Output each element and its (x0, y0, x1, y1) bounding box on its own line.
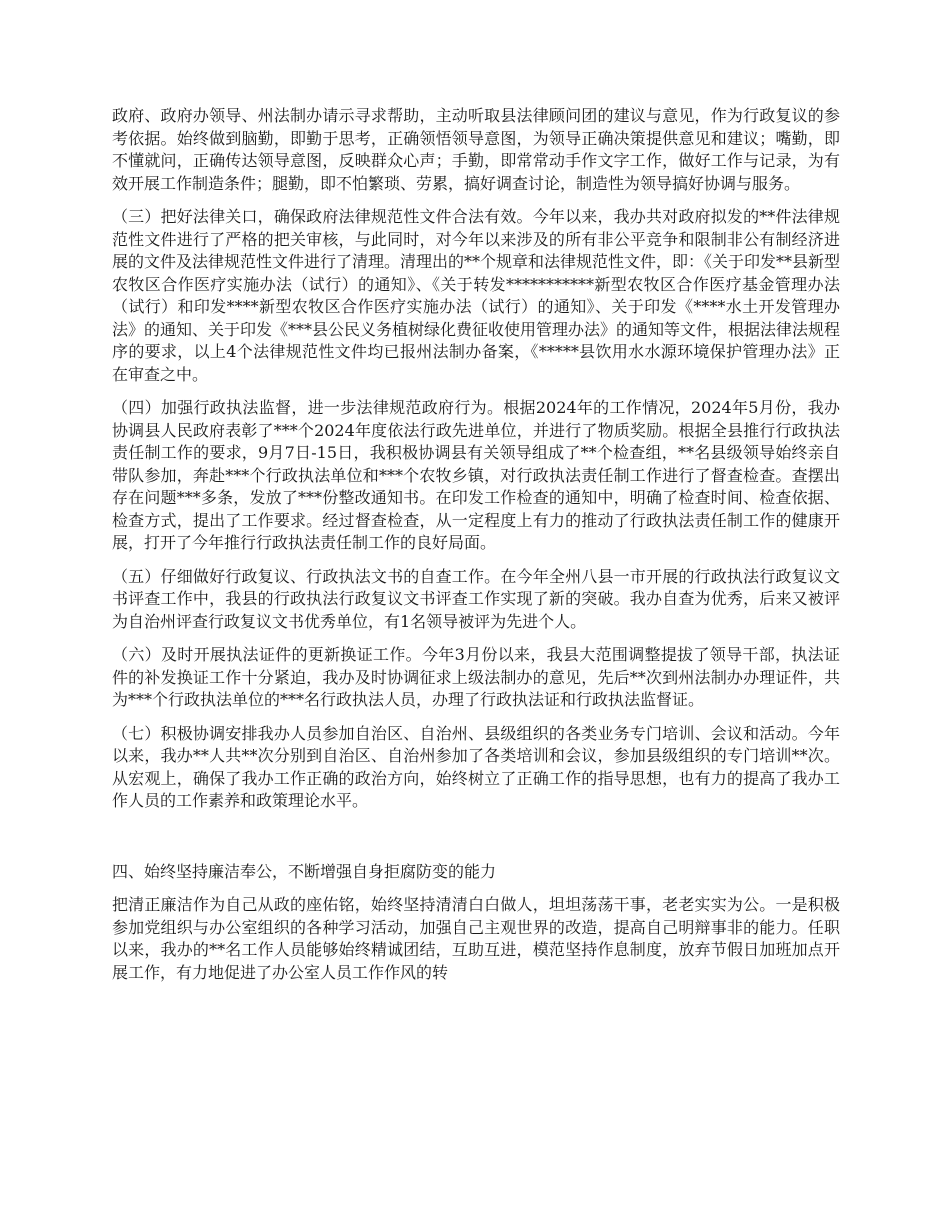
paragraph-6: （七）积极协调安排我办人员参加自治区、自治州、县级组织的各类业务专门培训、会议和活动。今年以来，我办**人共**次分别到自治区、自治州参加了各类培训和会议，参加县级组织的专门培训**次。从宏观上，确保了我办工作正确的政治方向，始终树立了正确工作的指导思想，也有力的提高了我办工作人员的工作素养和政策理论水平。 (112, 723, 840, 810)
paragraph-3: （四）加强行政执法监督，进一步法律规范政府行为。根据2024年的工作情况，2024年5月份，我办协调县人民政府表彰了***个2024年度依法行政先进单位，并进行了物质奖励。根据全县推行行政执法责任制工作的要求，9月7日-15日，我积极协调县有关领导组成了**个检查组，**名县级领导始终亲自带队参加，奔赴***个行政执法单位和***个农牧乡镇，对行政执法责任制工作进行了督查检查。查摆出存在问题***多条，发放了***份整改通知书。在印发工作检查的通知中，明确了检查时间、检查依据、检查方式，提出了工作要求。经过督查检查，从一定程度上有力的推动了行政执法责任制工作的健康开展，打开了今年推行行政执法责任制工作的良好局面。 (112, 398, 840, 552)
paragraph-final: 把清正廉洁作为自己从政的座佑铭，始终坚持清清白白做人，坦坦荡荡干事，老老实实为公。一是积极参加党组织与办公室组织的各种学习活动，加强自己主观世界的改造，提高自己明辩事非的能力。任职以来，我办的**名工作人员能够始终精诚团结，互助互进，模范坚持作息制度，放弃节假日加班加点开展工作，有力地促进了办公室人员工作作风的转 (112, 895, 840, 982)
section-heading: 四、始终坚持廉洁奉公，不断增强自身拒腐防变的能力 (112, 861, 497, 881)
paragraph-5: （六）及时开展执法证件的更新换证工作。今年3月份以来，我县大范围调整提拔了领导干部，执法证件的补发换证工作十分紧迫，我办及时协调征求上级法制办的意见，先后**次到州法制办办理证件，共为***个行政执法单位的***名行政执法人员，办理了行政执法证和行政执法监督证。 (112, 645, 840, 709)
paragraph-2: （三）把好法律关口，确保政府法律规范性文件合法有效。今年以来，我办共对政府拟发的**件法律规范性文件进行了严格的把关审核，与此同时，对今年以来涉及的所有非公平竞争和限制非公有制经济进展的文件及法律规范性文件进行了清理。清理出的**个规章和法律规范性文件，即：《关于印发**县新型农牧区合作医疗实施办法（试行）的通知》、《关于转发***********新型农牧区合作医疗基金管理办法（试行）和印发****新型农牧区合作医疗实施办法（试行）的通知》、关于印发《****水土开发管理办法》的通知、关于印发《***县公民义务植树绿化费征收使用管理办法》的通知等文件，根据法律法规程序的要求，以上4个法律规范性文件均已报州法制办备案，《*****县饮用水水源环境保护管理办法》正在审查之中。 (112, 207, 841, 384)
paragraph-4: （五）仔细做好行政复议、行政执法文书的自查工作。在今年全州八县一市开展的行政执法行政复议文书评查工作中，我县的行政执法行政复议文书评查工作实现了新的突破。我办自查为优秀，后来又被评为自治州评查行政复议文书优秀单位，有1名领导被评为先进个人。 (112, 566, 840, 631)
document-page (112, 105, 840, 995)
paragraph-1: 政府、政府办领导、州法制办请示寻求帮助，主动听取县法律顾问团的建议与意见，作为行政复议的参考依据。始终做到脑勤，即勤于思考，正确领悟领导意图，为领导正确决策提供意见和建议；嘴勤，即不懂就问，正确传达领导意图，反映群众心声；手勤，即常常动手作文字工作，做好工作与记录，为有效开展工作制造条件；腿勤，即不怕繁琐、劳累，搞好调查讨论，制造性为领导搞好协调与服务。 (112, 106, 840, 193)
